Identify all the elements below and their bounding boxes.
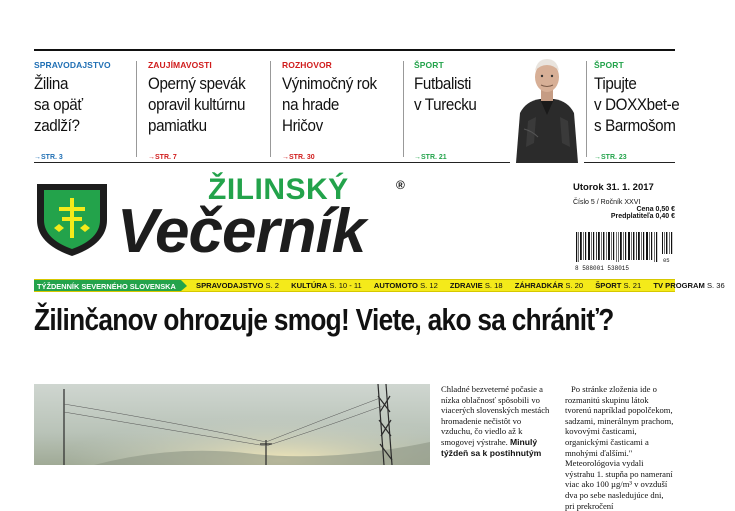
teaser-title-line: pamiatku	[148, 117, 207, 135]
teaser-title	[34, 74, 83, 137]
portrait-illustration	[510, 51, 584, 163]
divider	[136, 61, 137, 157]
smog-cityscape-illustration	[34, 384, 430, 465]
issue-price: Cena 0,50 €	[636, 206, 675, 213]
teaser-title-line: s Barmošom	[594, 117, 676, 135]
teaser-category: ŠPORT	[414, 60, 444, 70]
portrait-photo	[510, 51, 584, 163]
section-name: ŠPORT	[595, 281, 622, 290]
section-name: AUTOMOTO	[373, 281, 418, 290]
teaser-title-line: v DOXXbet-e	[594, 96, 680, 114]
section-link-sport[interactable]	[595, 281, 641, 290]
teaser-page-ref	[148, 154, 177, 161]
section-name: ZDRAVIE	[449, 281, 483, 290]
teaser-category: SPRAVODAJSTVO	[34, 60, 111, 70]
section-index	[196, 281, 735, 290]
section-page: S. 12	[420, 281, 438, 290]
teaser-title-line: Tipujte	[594, 75, 637, 93]
teaser-ref-text: STR. 30	[289, 154, 315, 161]
masthead-logo: Večerník	[117, 197, 366, 266]
teaser-category: ZAUJÍMAVOSTI	[148, 60, 212, 70]
section-page: S. 18	[484, 281, 503, 290]
teaser-page-ref	[34, 154, 63, 161]
teaser-sport-tipujte[interactable]	[594, 51, 680, 163]
teaser-title	[594, 74, 679, 137]
teaser-title-line: zadlží?	[34, 117, 80, 135]
teaser-title	[414, 74, 477, 116]
teaser-title-line: opravil kultúrnu	[148, 96, 246, 114]
teaser-page-ref	[414, 154, 447, 161]
main-headline[interactable]: Žilinčanov ohrozuje smog! Viete, ako sa chrániť?	[34, 303, 614, 337]
teaser-category: ROZHOVOR	[282, 60, 332, 70]
section-link-zahradkar[interactable]	[515, 281, 583, 290]
masthead-small-logo: ŽILINSKÝ	[208, 173, 349, 206]
teaser-ref-text: STR. 7	[155, 154, 177, 161]
section-link-automoto[interactable]	[374, 281, 438, 290]
issue-date: Utorok 31. 1. 2017	[573, 182, 654, 193]
teaser-page-ref	[594, 154, 627, 161]
teaser-title-line: Žilina	[34, 75, 69, 93]
teaser-title-line: Hričov	[282, 117, 323, 135]
teaser-ref-text: STR. 3	[41, 154, 63, 161]
teaser-title-line: sa opäť	[34, 96, 83, 114]
article-text: Chladné bezveterné počasie a nízka oblačnosť spôsobili vo viacerých slovenských mestách hromadenie nečistôt vo vzduchu, čo viedlo až k smogovej výstrahe.	[441, 384, 550, 447]
teaser-title-line: na hrade	[282, 96, 339, 114]
teaser-page-ref	[282, 154, 315, 161]
article-bold-text: Minulý týždeň sa k postihnutým	[441, 436, 542, 458]
teaser-ref-text: STR. 21	[421, 154, 447, 161]
issue-number: Číslo 5 / Ročník XXVI	[573, 199, 641, 206]
divider	[403, 61, 404, 157]
section-page: S. 20	[565, 281, 584, 290]
arrow-right-icon: →	[34, 154, 41, 161]
registered-mark: ®	[396, 178, 405, 192]
barcode-suffix: 05	[663, 257, 670, 264]
article-column-1	[441, 384, 551, 458]
coat-of-arms-icon	[37, 184, 125, 256]
issue-info	[573, 182, 675, 220]
section-link-kultura[interactable]	[291, 281, 362, 290]
teaser-title	[148, 74, 245, 137]
section-link-tv-program[interactable]	[653, 281, 724, 290]
teaser-title-line: Futbalisti	[414, 75, 472, 93]
teaser-title	[282, 74, 377, 137]
section-page: S. 2	[265, 281, 280, 290]
divider	[270, 61, 271, 157]
divider	[586, 61, 587, 157]
section-page: S. 36	[706, 281, 725, 290]
teaser-rozhovor[interactable]	[282, 51, 402, 163]
arrow-right-icon: →	[594, 154, 601, 161]
masthead	[34, 170, 675, 274]
section-page: S. 10 - 11	[329, 281, 362, 290]
tagline-arrow	[181, 280, 187, 291]
arrow-right-icon: →	[148, 154, 155, 161]
section-link-spravodajstvo[interactable]	[196, 281, 279, 290]
teaser-title-line: Výnimočný rok	[282, 75, 377, 93]
sections-bar	[34, 279, 725, 292]
section-name: SPRAVODAJSTVO	[196, 281, 264, 290]
barcode-digits: 8 588001 538015	[575, 265, 630, 272]
teaser-strip	[34, 49, 680, 163]
article-column-2: Po stránke zloženia ide o rozmanitú skupinu látok tvorenú napríklad popolčekom, sadzami, minerálnym prachom, kovovými časticami, organickými časticami a mnohými ďalšími." Meteorológovia vydali výstrahu 1. stupňa po nameraní viac ako 100 µg/m³ v ovzduší dva po sebe nasledujúce dni, pri prekročení	[565, 384, 674, 511]
main-article-photo	[34, 384, 430, 465]
section-page: S. 21	[623, 281, 642, 290]
arrow-right-icon: →	[282, 154, 289, 161]
section-name: TV PROGRAM	[653, 281, 705, 290]
section-name: ZÁHRADKÁR	[514, 281, 564, 290]
weekly-tagline: TÝŽDENNÍK SEVERNÉHO SLOVENSKA	[34, 280, 181, 291]
teaser-ref-text: STR. 23	[601, 154, 627, 161]
issue-subscription-price: Predplatiteľa 0,40 €	[610, 213, 675, 220]
teaser-spravodajstvo[interactable]	[34, 51, 134, 163]
teaser-zaujimavosti[interactable]	[148, 51, 268, 163]
teaser-title-line: v Turecku	[414, 96, 477, 114]
section-link-zdravie[interactable]	[450, 281, 503, 290]
barcode	[573, 232, 675, 274]
teaser-title-line: Operný spevák	[148, 75, 246, 93]
arrow-right-icon: →	[414, 154, 421, 161]
teaser-category: ŠPORT	[594, 60, 624, 70]
teaser-sport-futbal[interactable]	[414, 51, 524, 163]
section-name: KULTÚRA	[291, 281, 328, 290]
